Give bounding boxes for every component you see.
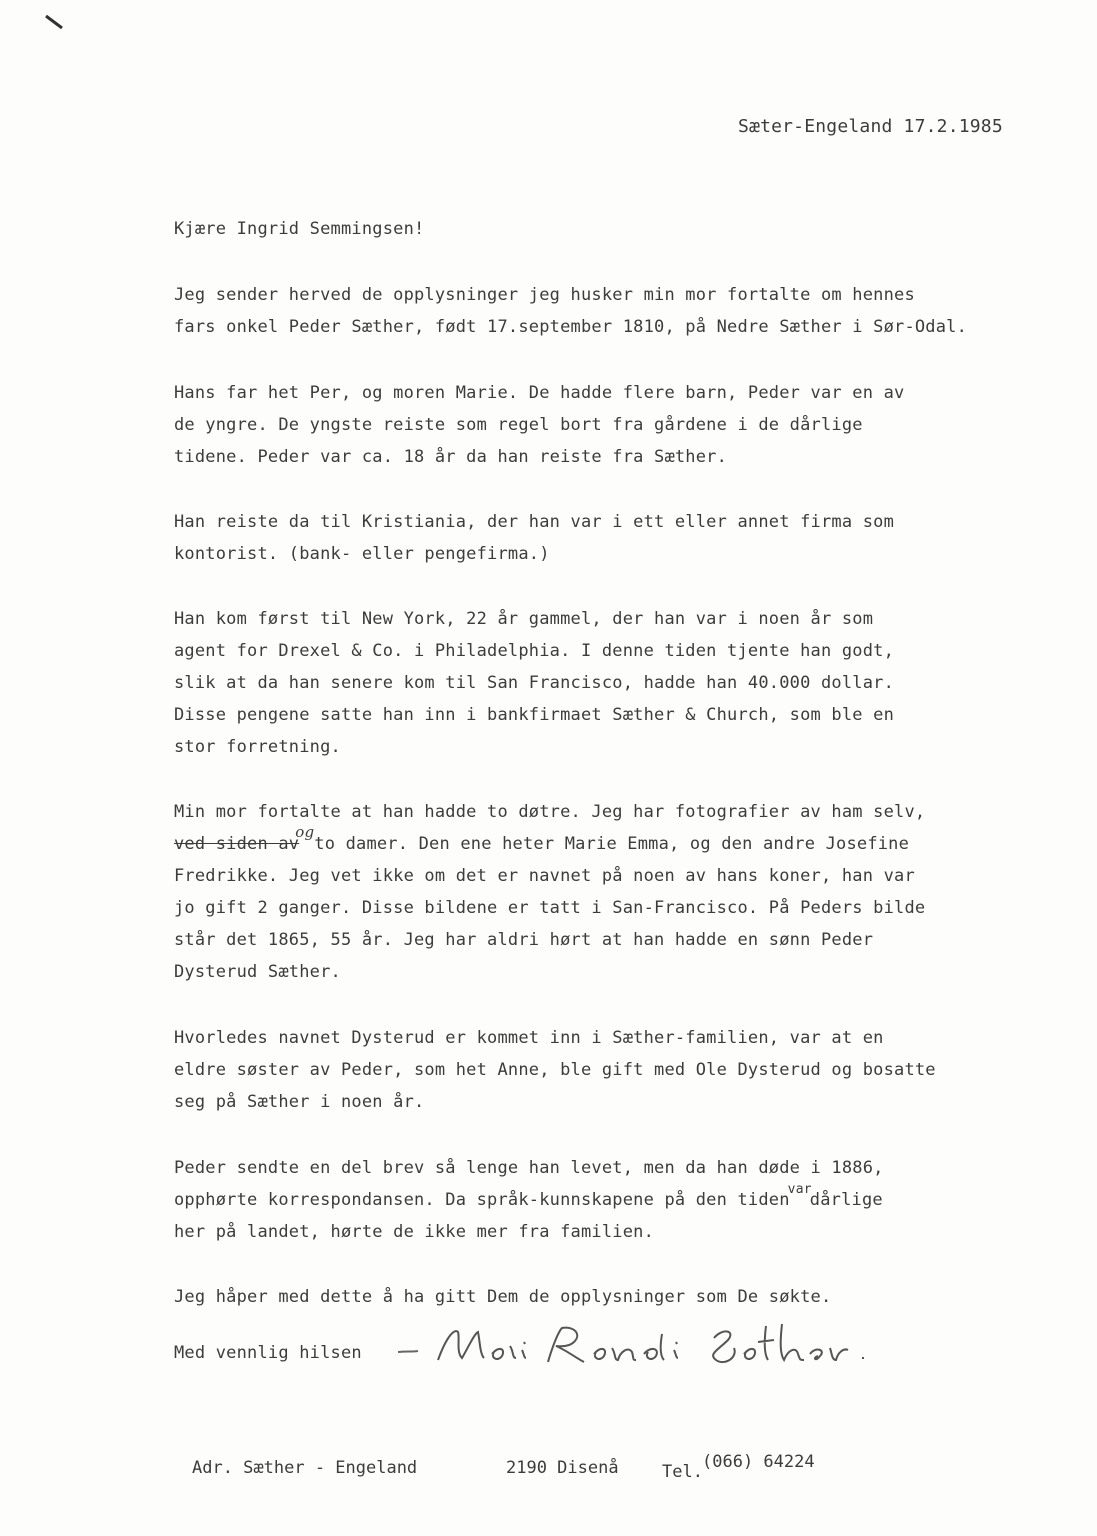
paragraph-5-line-1: Min mor fortalte at han hadde to døtre. Jeg har fotografier av ham selv, <box>174 802 926 822</box>
footer-tel-label: Tel. <box>662 1462 703 1482</box>
paragraph-6-line-1: Hvorledes navnet Dysterud er kommet inn i Sæther-familien, var at en <box>174 1028 884 1048</box>
paragraph-1-line-2: fars onkel Peder Sæther, født 17.september 1810, på Nedre Sæther i Sør-Odal. <box>174 317 968 337</box>
paragraph-4-line-1: Han kom først til New York, 22 år gammel, der han var i noen år som <box>174 609 874 629</box>
paragraph-4-line-4: Disse pengene satte han inn i bankfirmaet Sæther & Church, som ble en <box>174 705 895 725</box>
struck-text: ved siden av <box>174 834 300 854</box>
corner-mark-icon <box>44 14 68 34</box>
paragraph-4-line-2: agent for Drexel & Co. i Philadelphia. I denne tiden tjente han godt, <box>174 641 895 661</box>
paragraph-2-line-3: tidene. Peder var ca. 18 år da han reiste fra Sæther. <box>174 447 728 467</box>
footer-postal: 2190 Disenå <box>506 1458 619 1478</box>
paragraph-2-line-2: de yngre. De yngste reiste som regel bort fra gårdene i de dårlige <box>174 415 863 435</box>
paragraph-3-line-1: Han reiste da til Kristiania, der han var i ett eller annet firma som <box>174 512 895 532</box>
paragraph-4-line-3: slik at da han senere kom til San Francisco, hadde han 40.000 dollar. <box>174 673 895 693</box>
paragraph-8-line-1: Jeg håper med dette å ha gitt Dem de opplysninger som De søkte. <box>174 1287 832 1307</box>
paragraph-6-line-3: seg på Sæther i noen år. <box>174 1092 425 1112</box>
footer-tel-number: (066) 64224 <box>702 1452 815 1472</box>
paragraph-7-line-3: her på landet, hørte de ikke mer fra familien. <box>174 1222 655 1242</box>
paragraph-1-line-1: Jeg sender herved de opplysninger jeg husker min mor fortalte om hennes <box>174 285 915 305</box>
paragraph-5-line-6: Dysterud Sæther. <box>174 962 341 982</box>
paragraph-5-line-4: jo gift 2 ganger. Disse bildene er tatt i San-Francisco. På Peders bilde <box>174 898 926 918</box>
paragraph-6-line-2: eldre søster av Peder, som het Anne, ble gift med Ole Dysterud og bosatte <box>174 1060 936 1080</box>
footer-address: Adr. Sæther - Engeland <box>192 1458 418 1478</box>
place-date: Sæter-Engeland 17.2.1985 <box>738 116 1003 137</box>
paragraph-2-line-1: Hans far het Per, og moren Marie. De hadde flere barn, Peder var en av <box>174 383 905 403</box>
paragraph-5-line-3: Fredrikke. Jeg vet ikke om det er navnet på noen av hans koner, han var <box>174 866 915 886</box>
paragraph-4-line-5: stor forretning. <box>174 737 341 757</box>
paragraph-3-line-2: kontorist. (bank- eller pengefirma.) <box>174 544 550 564</box>
closing: Med vennlig hilsen <box>174 1343 362 1363</box>
paragraph-7-line-1: Peder sendte en del brev så lenge han levet, men da han døde i 1886, <box>174 1158 884 1178</box>
line-rest: to damer. Den ene heter Marie Emma, og den andre Josefine <box>314 834 910 854</box>
paragraph-7-line-2 <box>174 1182 883 1213</box>
signature-icon <box>398 1318 918 1378</box>
salutation: Kjære Ingrid Semmingsen! <box>174 219 425 239</box>
line-part-a: opphørte korrespondansen. Da språk-kunnskapene på den tiden <box>174 1190 790 1210</box>
line-part-b: dårlige <box>809 1190 883 1210</box>
paragraph-5-line-2 <box>174 823 910 855</box>
handwritten-insertion: og <box>295 823 315 841</box>
paragraph-5-line-5: står det 1865, 55 år. Jeg har aldri hørt at han hadde en sønn Peder <box>174 930 874 950</box>
typed-insertion: var <box>787 1182 812 1197</box>
